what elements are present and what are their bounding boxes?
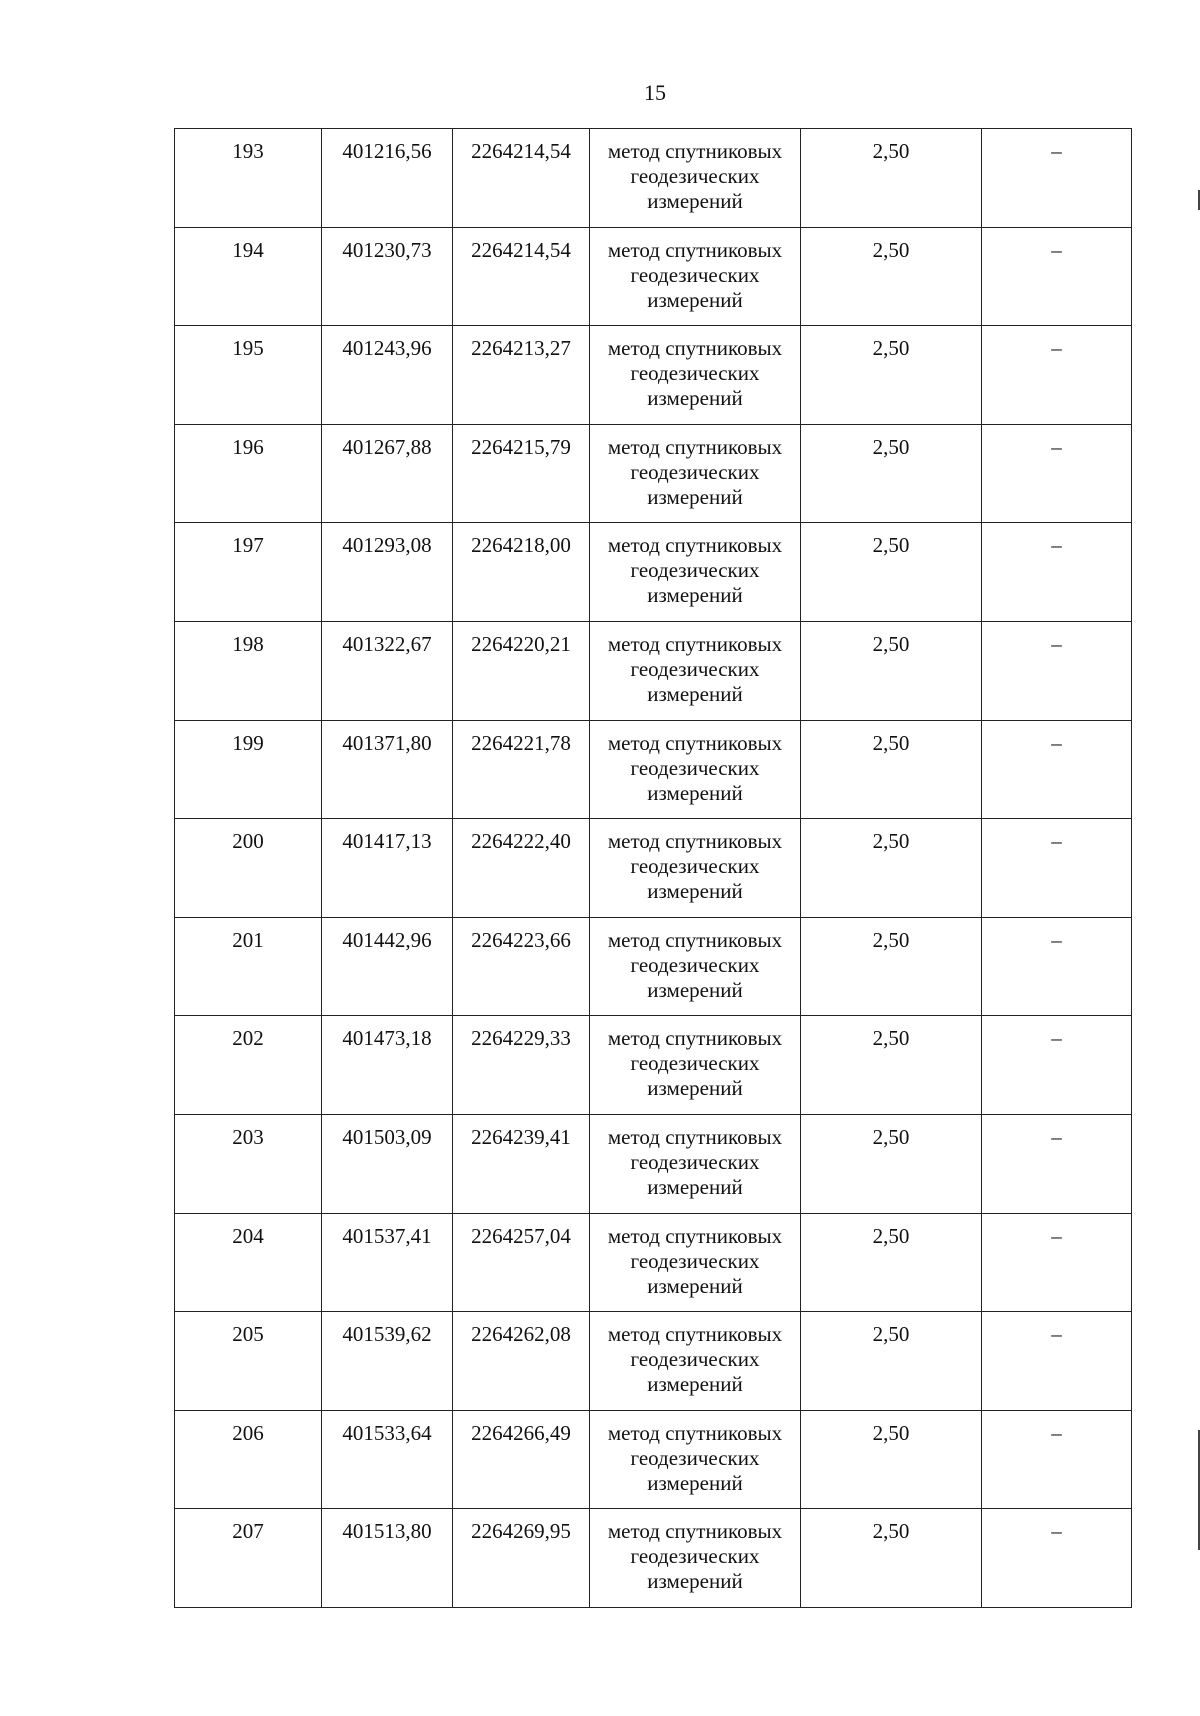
y-coordinate-cell: 2264239,41 (453, 1114, 590, 1213)
note-cell: – (982, 227, 1132, 326)
method-cell: метод спутниковых геодезических измерений (590, 621, 801, 720)
x-coordinate-cell: 401322,67 (322, 621, 453, 720)
method-cell: метод спутниковых геодезических измерений (590, 227, 801, 326)
y-coordinate-cell: 2264221,78 (453, 720, 590, 819)
accuracy-cell: 2,50 (801, 1213, 982, 1312)
point-number-cell: 206 (175, 1410, 322, 1509)
accuracy-cell: 2,50 (801, 819, 982, 918)
y-coordinate-cell: 2264213,27 (453, 326, 590, 425)
point-number-cell: 207 (175, 1509, 322, 1608)
page-number: 15 (644, 80, 666, 105)
x-coordinate-cell: 401503,09 (322, 1114, 453, 1213)
y-coordinate-cell: 2264214,54 (453, 129, 590, 228)
point-number-cell: 199 (175, 720, 322, 819)
note-cell: – (982, 326, 1132, 425)
table-row (175, 1016, 1132, 1115)
note-cell: – (982, 424, 1132, 523)
y-coordinate-cell: 2264222,40 (453, 819, 590, 918)
y-coordinate-cell: 2264257,04 (453, 1213, 590, 1312)
note-cell: – (982, 917, 1132, 1016)
note-cell: – (982, 1114, 1132, 1213)
method-cell: метод спутниковых геодезических измерений (590, 917, 801, 1016)
point-number-cell: 196 (175, 424, 322, 523)
x-coordinate-cell: 401230,73 (322, 227, 453, 326)
note-cell: – (982, 523, 1132, 622)
method-cell: метод спутниковых геодезических измерений (590, 424, 801, 523)
accuracy-cell: 2,50 (801, 917, 982, 1016)
x-coordinate-cell: 401216,56 (322, 129, 453, 228)
point-number-cell: 201 (175, 917, 322, 1016)
accuracy-cell: 2,50 (801, 424, 982, 523)
table-row (175, 326, 1132, 425)
point-number-cell: 202 (175, 1016, 322, 1115)
y-coordinate-cell: 2264269,95 (453, 1509, 590, 1608)
table-row (175, 1509, 1132, 1608)
y-coordinate-cell: 2264262,08 (453, 1312, 590, 1411)
note-cell: – (982, 1312, 1132, 1411)
point-number-cell: 193 (175, 129, 322, 228)
accuracy-cell: 2,50 (801, 129, 982, 228)
y-coordinate-cell: 2264218,00 (453, 523, 590, 622)
table-row (175, 621, 1132, 720)
accuracy-cell: 2,50 (801, 523, 982, 622)
note-cell: – (982, 621, 1132, 720)
x-coordinate-cell: 401442,96 (322, 917, 453, 1016)
method-cell: метод спутниковых геодезических измерений (590, 720, 801, 819)
method-cell: метод спутниковых геодезических измерений (590, 819, 801, 918)
note-cell: – (982, 819, 1132, 918)
note-cell: – (982, 1509, 1132, 1608)
method-cell: метод спутниковых геодезических измерений (590, 1213, 801, 1312)
note-cell: – (982, 1016, 1132, 1115)
note-cell: – (982, 129, 1132, 228)
y-coordinate-cell: 2264220,21 (453, 621, 590, 720)
point-number-cell: 200 (175, 819, 322, 918)
x-coordinate-cell: 401267,88 (322, 424, 453, 523)
accuracy-cell: 2,50 (801, 326, 982, 425)
method-cell: метод спутниковых геодезических измерений (590, 326, 801, 425)
method-cell: метод спутниковых геодезических измерений (590, 1114, 801, 1213)
method-cell: метод спутниковых геодезических измерений (590, 129, 801, 228)
table-row (175, 227, 1132, 326)
point-number-cell: 195 (175, 326, 322, 425)
x-coordinate-cell: 401513,80 (322, 1509, 453, 1608)
accuracy-cell: 2,50 (801, 1114, 982, 1213)
y-coordinate-cell: 2264223,66 (453, 917, 590, 1016)
method-cell: метод спутниковых геодезических измерений (590, 523, 801, 622)
table-row (175, 1213, 1132, 1312)
x-coordinate-cell: 401473,18 (322, 1016, 453, 1115)
accuracy-cell: 2,50 (801, 621, 982, 720)
accuracy-cell: 2,50 (801, 1016, 982, 1115)
point-number-cell: 204 (175, 1213, 322, 1312)
table-row (175, 523, 1132, 622)
table-row (175, 1410, 1132, 1509)
coordinates-table (174, 128, 1132, 1608)
accuracy-cell: 2,50 (801, 720, 982, 819)
y-coordinate-cell: 2264214,54 (453, 227, 590, 326)
table-row (175, 1312, 1132, 1411)
note-cell: – (982, 720, 1132, 819)
method-cell: метод спутниковых геодезических измерений (590, 1312, 801, 1411)
y-coordinate-cell: 2264215,79 (453, 424, 590, 523)
table-row (175, 917, 1132, 1016)
accuracy-cell: 2,50 (801, 227, 982, 326)
x-coordinate-cell: 401537,41 (322, 1213, 453, 1312)
point-number-cell: 203 (175, 1114, 322, 1213)
note-cell: – (982, 1410, 1132, 1509)
y-coordinate-cell: 2264266,49 (453, 1410, 590, 1509)
point-number-cell: 205 (175, 1312, 322, 1411)
x-coordinate-cell: 401293,08 (322, 523, 453, 622)
accuracy-cell: 2,50 (801, 1509, 982, 1608)
x-coordinate-cell: 401243,96 (322, 326, 453, 425)
point-number-cell: 194 (175, 227, 322, 326)
table-row (175, 819, 1132, 918)
table-row (175, 424, 1132, 523)
x-coordinate-cell: 401371,80 (322, 720, 453, 819)
x-coordinate-cell: 401417,13 (322, 819, 453, 918)
note-cell: – (982, 1213, 1132, 1312)
y-coordinate-cell: 2264229,33 (453, 1016, 590, 1115)
method-cell: метод спутниковых геодезических измерений (590, 1410, 801, 1509)
x-coordinate-cell: 401533,64 (322, 1410, 453, 1509)
point-number-cell: 197 (175, 523, 322, 622)
method-cell: метод спутниковых геодезических измерений (590, 1016, 801, 1115)
method-cell: метод спутниковых геодезических измерений (590, 1509, 801, 1608)
x-coordinate-cell: 401539,62 (322, 1312, 453, 1411)
table-row (175, 129, 1132, 228)
table-row (175, 1114, 1132, 1213)
point-number-cell: 198 (175, 621, 322, 720)
table-row (175, 720, 1132, 819)
accuracy-cell: 2,50 (801, 1410, 982, 1509)
table-body (175, 129, 1132, 1608)
accuracy-cell: 2,50 (801, 1312, 982, 1411)
